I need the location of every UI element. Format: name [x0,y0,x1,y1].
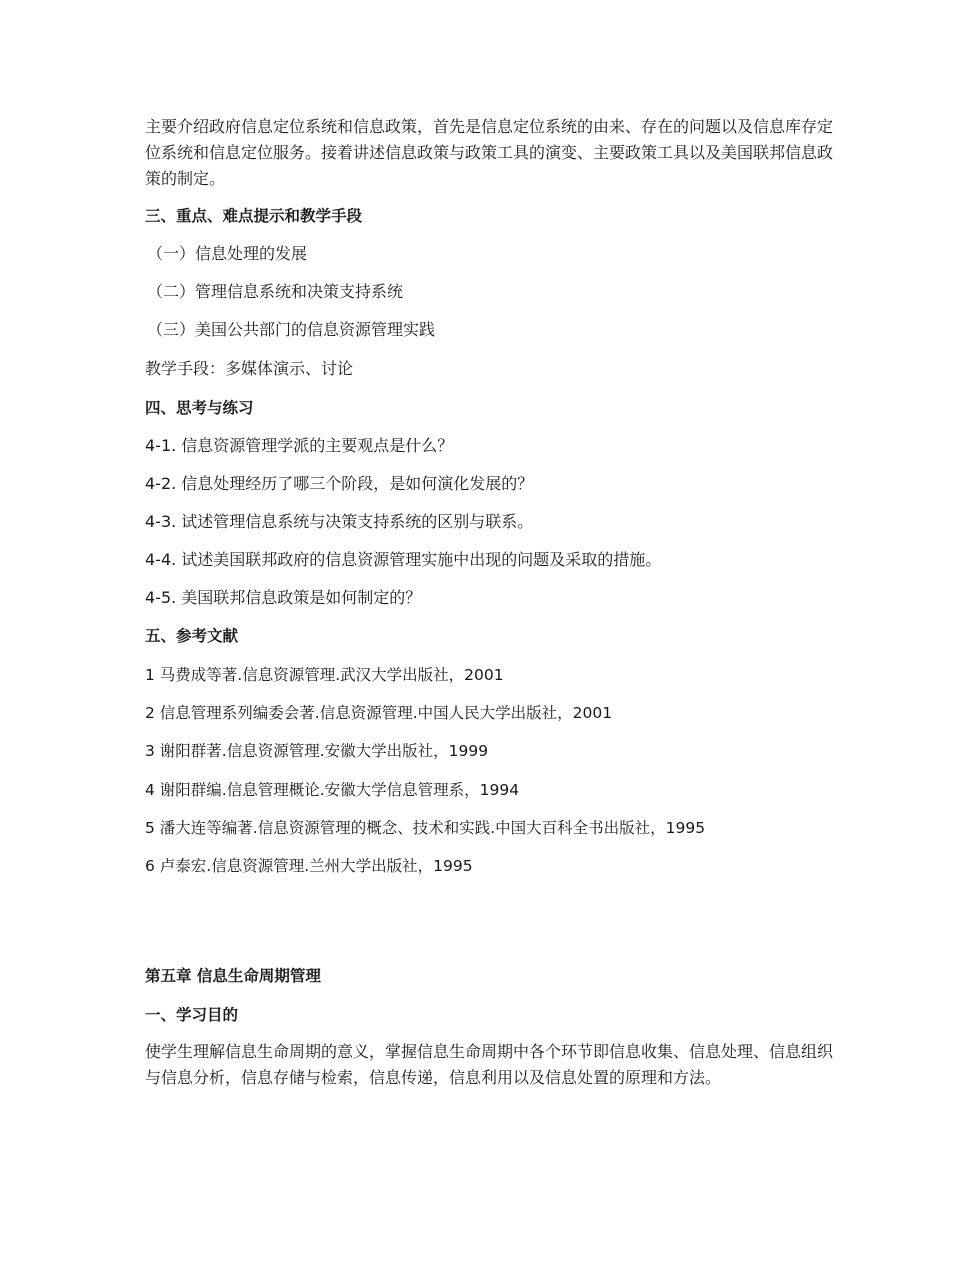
reference-6: 6 卢泰宏.信息资源管理.兰州大学出版社，1995 [145,857,473,875]
chapter5-section1-paragraph: 使学生理解信息生命周期的意义，掌握信息生命周期中各个环节即信息收集、信息处理、信息组织与信息分析，信息存储与检索，信息传递，信息利用以及信息处置的原理和方法。 [145,1042,834,1087]
reference-5: 5 潘大连等编著.信息资源管理的概念、技术和实践.中国大百科全书出版社，1995 [145,819,706,837]
section5-heading: 五、参考文献 [145,627,239,645]
section3-item-3: （三）美国公共部门的信息资源管理实践 [147,320,436,339]
reference-4: 4 谢阳群编.信息管理概论.安徽大学信息管理系，1994 [145,781,520,799]
intro-paragraph: 主要介绍政府信息定位系统和信息政策，首先是信息定位系统的由来、存在的问题以及信息库存定位系统和信息定位服务。接着讲述信息政策与政策工具的演变、主要政策工具以及美国联邦信息政策的制定。 [145,117,834,188]
question-4-4: 4-4. 试述美国联邦政府的信息资源管理实施中出现的问题及采取的措施。 [145,550,662,569]
reference-1: 1 马费成等著.信息资源管理.武汉大学出版社，2001 [145,666,504,684]
reference-2: 2 信息管理系列编委会著.信息资源管理.中国人民大学出版社，2001 [145,704,613,722]
section3-item-2: （二）管理信息系统和决策支持系统 [147,282,404,301]
question-4-5: 4-5. 美国联邦信息政策是如何制定的？ [145,588,422,607]
section3-item-1: （一）信息处理的发展 [147,244,308,263]
document-content [145,114,845,1091]
question-4-1: 4-1. 信息资源管理学派的主要观点是什么？ [145,436,454,455]
reference-3: 3 谢阳群著.信息资源管理.安徽大学出版社，1999 [145,742,489,760]
section4-heading: 四、思考与练习 [145,399,254,417]
question-4-3: 4-3. 试述管理信息系统与决策支持系统的区别与联系。 [145,512,534,531]
teaching-means: 教学手段：多媒体演示、讨论 [145,359,354,378]
question-4-2: 4-2. 信息处理经历了哪三个阶段，是如何演化发展的？ [145,474,534,493]
section3-heading: 三、重点、难点提示和教学手段 [145,207,363,225]
chapter5-section1-heading: 一、学习目的 [145,1006,239,1024]
chapter5-title: 第五章 信息生命周期管理 [145,967,321,985]
